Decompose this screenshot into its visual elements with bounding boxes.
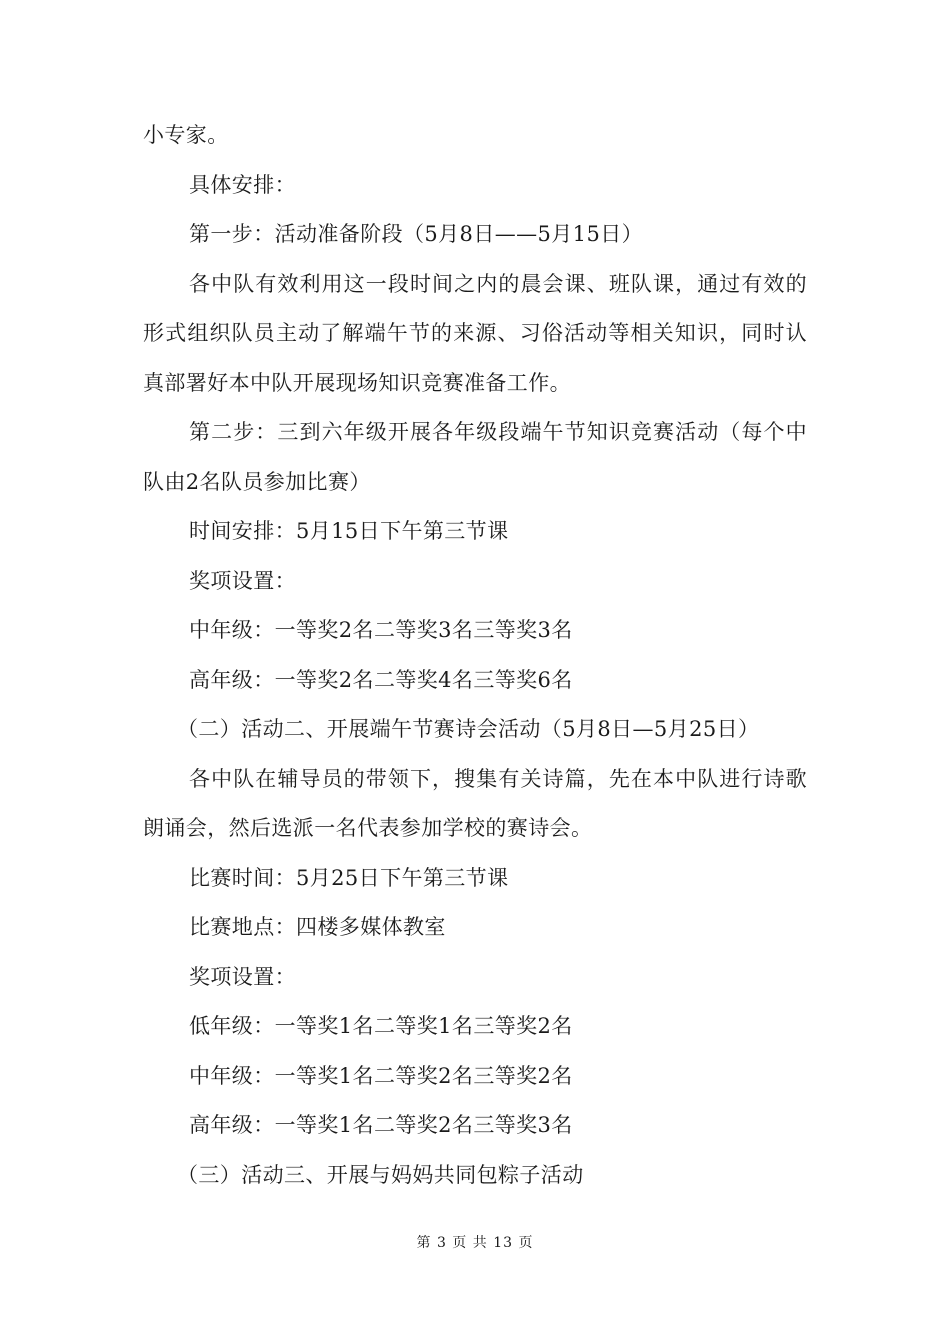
- award-line: 中年级：一等奖1名二等奖2名三等奖2名: [189, 1063, 573, 1088]
- section-heading: （三）活动三、开展与妈妈共同包粽子活动: [177, 1162, 584, 1187]
- paragraph-line: 队由2名队员参加比赛）: [143, 469, 371, 494]
- step-heading: 第一步：活动准备阶段（5月8日——5月15日）: [189, 222, 644, 246]
- award-line: 高年级：一等奖1名二等奖2名三等奖3名: [189, 1113, 573, 1137]
- section-heading: （二）活动二、开展端午节赛诗会活动（5月8日—5月25日）: [177, 717, 760, 741]
- page-body: [143, 111, 807, 1200]
- award-line: 低年级：一等奖1名二等奖1名三等奖2名: [189, 1014, 573, 1038]
- paragraph-line: 形式组织队员主动了解端午节的来源、习俗活动等相关知识，同时认: [143, 321, 807, 345]
- paragraph-line: 各中队有效利用这一段时间之内的晨会课、班队课，通过有效的: [189, 271, 807, 296]
- text-line: 具体安排：: [189, 172, 296, 197]
- award-line: 中年级：一等奖2名二等奖3名三等奖3名: [189, 618, 573, 642]
- text-line: 比赛时间：5月25日下午第三节课: [189, 865, 509, 890]
- text-line: 比赛地点：四楼多媒体教室: [189, 915, 446, 939]
- text-line: 时间安排：5月15日下午第三节课: [189, 519, 509, 543]
- text-line: 奖项设置：: [189, 964, 296, 989]
- step-heading: 第二步：三到六年级开展各年级段端午节知识竞赛活动（每个中: [189, 420, 807, 444]
- text-line: 奖项设置：: [189, 568, 296, 593]
- text-line: 小专家。: [143, 123, 229, 147]
- award-line: 高年级：一等奖2名二等奖4名三等奖6名: [189, 667, 573, 692]
- paragraph-line: 朗诵会，然后选派一名代表参加学校的赛诗会。: [143, 816, 593, 840]
- page-number-footer: 第 3 页 共 13 页: [416, 1235, 534, 1251]
- paragraph-line: 各中队在辅导员的带领下，搜集有关诗篇，先在本中队进行诗歌: [189, 766, 807, 791]
- paragraph-line: 真部署好本中队开展现场知识竞赛准备工作。: [143, 370, 571, 395]
